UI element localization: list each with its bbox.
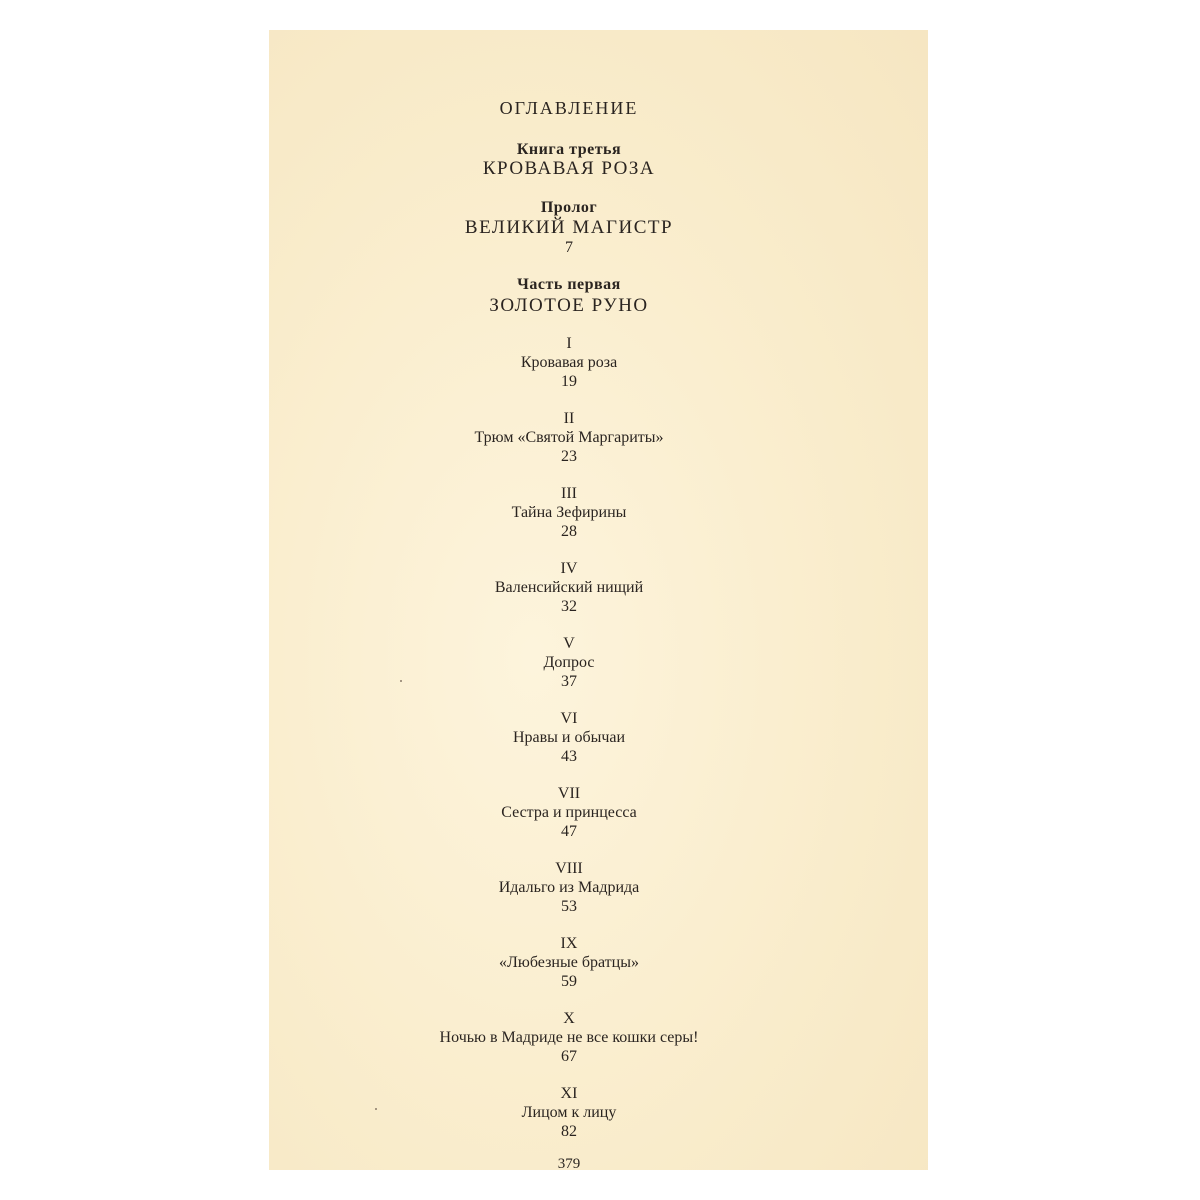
chapter-entry: [269, 784, 869, 841]
chapter-page: 43: [561, 748, 577, 765]
chapter-numeral: VI: [560, 710, 578, 727]
chapter-numeral: X: [563, 1010, 575, 1027]
chapter-numeral: V: [563, 635, 575, 652]
toc-title: ОГЛАВЛЕНИЕ: [499, 98, 639, 118]
chapter-entry: [269, 409, 869, 466]
chapter-title: Лицом к лицу: [521, 1104, 617, 1121]
chapter-entry: [269, 559, 869, 616]
chapter-title: Тайна Зефирины: [511, 504, 627, 521]
chapter-entry: [269, 709, 869, 766]
chapter-page: 47: [561, 823, 577, 840]
chapter-numeral: III: [561, 485, 577, 502]
chapter-entry: [269, 934, 869, 991]
prologue-page: 7: [565, 239, 573, 256]
part-kicker: Часть первая: [517, 276, 621, 293]
book-kicker: Книга третья: [516, 141, 622, 158]
chapter-title: Идальго из Мадрида: [498, 879, 640, 896]
chapter-numeral: II: [563, 410, 575, 427]
chapter-page: 59: [561, 973, 577, 990]
chapter-page: 28: [561, 523, 577, 540]
chapter-page: 23: [561, 448, 577, 465]
book-title: КРОВАВАЯ РОЗА: [482, 158, 656, 179]
paper-speck: [400, 680, 402, 682]
chapter-entry: [269, 484, 869, 541]
part-title: ЗОЛОТОЕ РУНО: [489, 295, 649, 316]
chapter-numeral: VII: [557, 785, 581, 802]
chapter-page: 19: [561, 373, 577, 390]
chapter-numeral: I: [566, 335, 572, 352]
chapter-numeral: IV: [560, 560, 578, 577]
chapter-entry: [269, 334, 869, 391]
chapter-numeral: VIII: [555, 860, 583, 877]
chapter-title: Сестра и принцесса: [501, 804, 637, 821]
chapter-title: Трюм «Святой Маргариты»: [474, 429, 664, 446]
chapter-title: Кровавая роза: [520, 354, 618, 371]
book-page: [269, 30, 928, 1170]
chapter-entry: [269, 859, 869, 916]
page-number: 379: [557, 1156, 581, 1172]
chapter-title: Нравы и обычаи: [512, 729, 626, 746]
chapter-title: «Любезные братцы»: [499, 954, 639, 971]
chapter-page: 32: [561, 598, 577, 615]
chapter-numeral: XI: [560, 1085, 578, 1102]
chapter-page: 53: [561, 898, 577, 915]
chapter-entry: [269, 1009, 869, 1066]
chapter-title: Ночью в Мадриде не все кошки серы!: [439, 1029, 699, 1046]
paper-speck: [375, 1108, 377, 1110]
chapter-page: 67: [561, 1048, 577, 1065]
chapter-entry: [269, 1084, 869, 1141]
chapter-page: 82: [561, 1123, 577, 1140]
chapter-numeral: IX: [560, 935, 578, 952]
prologue-kicker: Пролог: [540, 199, 598, 216]
chapter-entry: [269, 634, 869, 691]
prologue-title: ВЕЛИКИЙ МАГИСТР: [464, 217, 674, 238]
chapter-page: 37: [561, 673, 577, 690]
chapter-title: Допрос: [543, 654, 595, 671]
chapter-title: Валенсийский нищий: [494, 579, 644, 596]
